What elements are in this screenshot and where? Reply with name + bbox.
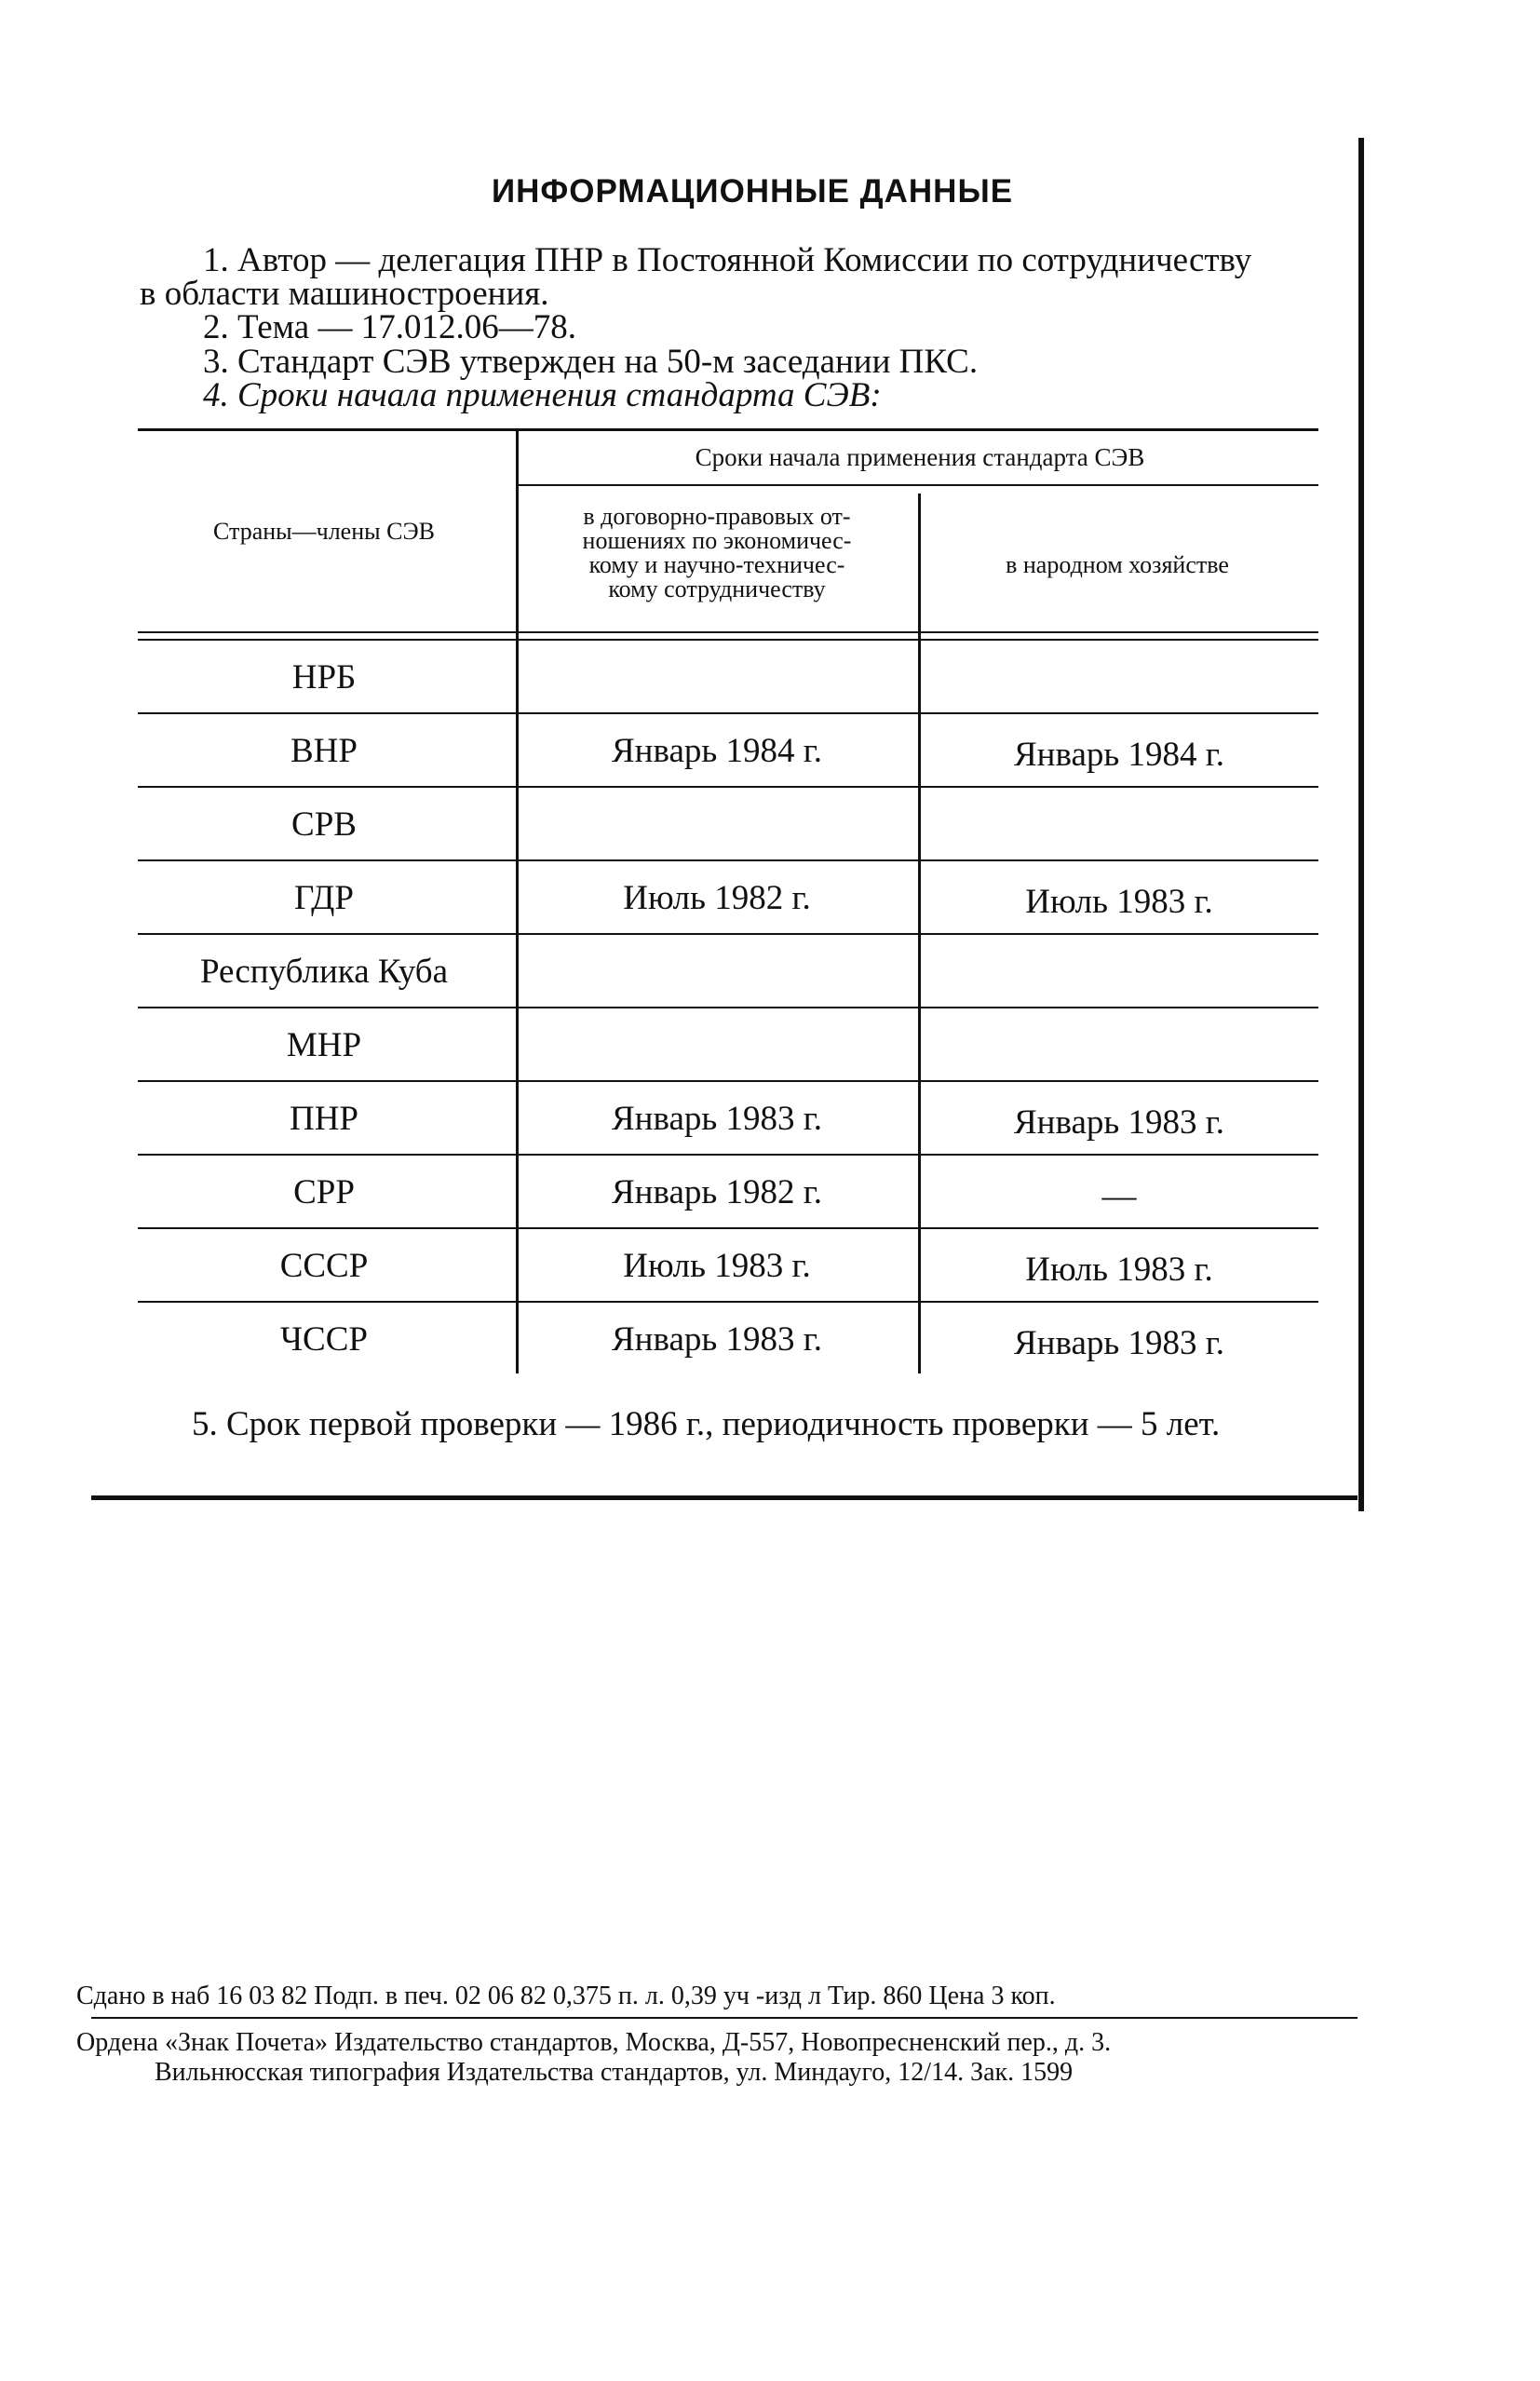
- imprint-line-1: Сдано в наб 16 03 82 Подп. в печ. 02 06 82 0,375 п. л. 0,39 уч -изд л Тир. 860 Цена 3 коп.: [76, 1982, 1056, 2010]
- economy-column-header: в народном хозяйстве: [1006, 551, 1229, 578]
- economy-date-cell: Январь 1983 г.: [1013, 1103, 1224, 1142]
- contract-header-line: ношениях по экономичес-: [582, 527, 852, 554]
- imprint-line-3: Вильнюсская типография Издательства стандартов, ул. Миндауго, 12/14. Зак. 1599: [155, 2058, 1074, 2087]
- group-header-underline: [518, 484, 1318, 486]
- table-row: [138, 714, 1318, 788]
- contract-date-cell: Январь 1982 г.: [611, 1173, 822, 1211]
- imprint-rule: [91, 2017, 1358, 2019]
- country-cell: СРВ: [291, 805, 357, 844]
- frame-right-border: [1358, 138, 1364, 1511]
- item-3: 3. Стандарт СЭВ утвержден на 50-м заседании ПКС.: [203, 343, 979, 381]
- item-1-line-1: 1. Автор — делегация ПНР в Постоянной Комиссии по сотрудничеству: [203, 241, 1252, 279]
- economy-date-cell: Июль 1983 г.: [1025, 883, 1213, 921]
- table-row: [138, 1082, 1318, 1156]
- country-cell: СССР: [279, 1247, 369, 1285]
- contract-date-cell: Январь 1983 г.: [611, 1100, 822, 1138]
- table-row: [138, 641, 1318, 714]
- section-title: ИНФОРМАЦИОННЫЕ ДАННЫЕ: [492, 173, 1014, 210]
- table-row: [138, 1008, 1318, 1082]
- contract-header-line: кому сотрудничеству: [608, 575, 826, 602]
- country-cell: ВНР: [290, 732, 358, 770]
- contract-date-cell: Июль 1982 г.: [623, 879, 811, 917]
- economy-date-cell: —: [1101, 1177, 1137, 1215]
- contract-header-line: кому и научно-техничес-: [588, 551, 845, 578]
- country-cell: ГДР: [294, 879, 354, 917]
- table-row: [138, 1229, 1318, 1303]
- country-cell: ЧССР: [280, 1320, 368, 1359]
- item-1-line-2: в области машиностроения.: [140, 275, 549, 313]
- economy-date-cell: Январь 1984 г.: [1013, 736, 1224, 774]
- economy-date-cell: Июль 1983 г.: [1025, 1251, 1213, 1289]
- table-top-border: [138, 428, 1318, 431]
- contract-column-header: [521, 505, 912, 602]
- table-row: [138, 788, 1318, 861]
- group-header: Сроки начала применения стандарта СЭВ: [695, 443, 1145, 471]
- economy-date-cell: Январь 1983 г.: [1013, 1324, 1224, 1362]
- item-2: 2. Тема — 17.012.06—78.: [203, 308, 576, 346]
- country-cell: ПНР: [289, 1100, 359, 1138]
- contract-date-cell: Январь 1983 г.: [611, 1320, 822, 1359]
- imprint-line-2: Ордена «Знак Почета» Издательство стандартов, Москва, Д-557, Новопресненский пер., д. 3.: [76, 2028, 1112, 2057]
- country-cell: Республика Куба: [199, 953, 449, 991]
- table-row: [138, 1303, 1318, 1376]
- table-row: [138, 1156, 1318, 1229]
- contract-date-cell: Январь 1984 г.: [611, 732, 822, 770]
- country-cell: МНР: [286, 1026, 362, 1064]
- item-4: 4. Сроки начала применения стандарта СЭВ:: [203, 376, 882, 414]
- contract-date-cell: Июль 1983 г.: [623, 1247, 811, 1285]
- country-column-header: Страны—члены СЭВ: [213, 518, 435, 545]
- country-cell: СРР: [293, 1173, 355, 1211]
- table-row: [138, 935, 1318, 1008]
- contract-header-line: в договорно-правовых от-: [583, 503, 851, 530]
- country-cell: НРБ: [291, 658, 357, 697]
- table-row: [138, 861, 1318, 935]
- header-rule-1: [138, 631, 1318, 633]
- item-5: 5. Срок первой проверки — 1986 г., периодичность проверки — 5 лет.: [192, 1405, 1221, 1443]
- frame-bottom-border: [91, 1495, 1358, 1500]
